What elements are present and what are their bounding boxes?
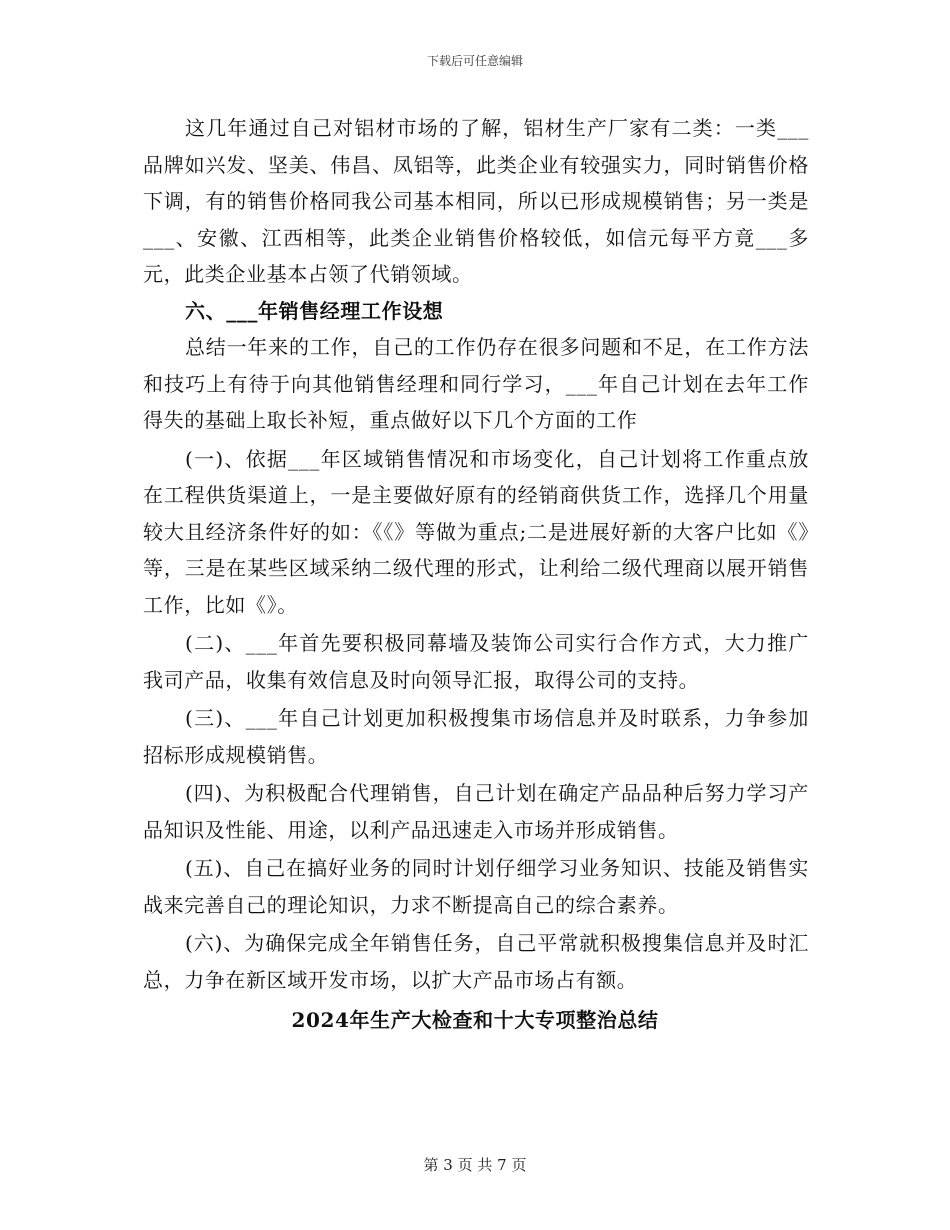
next-document-title: 2024年生产大检查和十大专项整治总结 bbox=[291, 1008, 659, 1032]
plan-item-3: (三)、___年自己计划更加积极搜集市场信息并及时联系，力争参加招标形成规模销售。 bbox=[143, 706, 809, 767]
plan-item-5: (五)、自己在搞好业务的同时计划仔细学习业务知识、技能及销售实战来完善自己的理论知识，力求不断提高自己的综合素养。 bbox=[143, 856, 809, 917]
page-number: 第 3 页 共 7 页 bbox=[423, 1156, 527, 1174]
plan-item-2: (二)、___年首先要积极同幕墙及装饰公司实行合作方式，大力推广我司产品，收集有效信息及时向领导汇报，取得公司的支持。 bbox=[143, 631, 809, 692]
paragraph-market-overview: 这几年通过自己对铝材市场的了解，铝材生产厂家有二类：一类___品牌如兴发、坚美、伟昌、凤铝等，此类企业有较强实力，同时销售价格下调，有的销售价格同我公司基本相同，所以已形成规模销售；另一类是___、安徽、江西相等，此类企业销售价格较低，如信元每平方竟___多元，此类企业基本占领了代销领域。 bbox=[143, 116, 809, 286]
plan-item-4: (四)、为积极配合代理销售，自己计划在确定产品品种后努力学习产品知识及性能、用途，以利产品迅速走入市场并形成销售。 bbox=[143, 781, 809, 842]
header-note: 下载后可任意编辑 bbox=[426, 54, 523, 68]
paragraph-summary: 总结一年来的工作，自己的工作仍存在很多问题和不足，在工作方法和技巧上有待于向其他销售经理和同行学习，___年自己计划在去年工作得失的基础上取长补短，重点做好以下几个方面的工作 bbox=[143, 335, 809, 432]
plan-item-6: (六)、为确保完成全年销售任务，自己平常就积极搜集信息并及时汇总，力争在新区域开发市场，以扩大产品市场占有额。 bbox=[143, 931, 809, 992]
plan-item-1: (一)、依据___年区域销售情况和市场变化，自己计划将工作重点放在工程供货渠道上，一是主要做好原有的经销商供货工作，选择几个用量较大且经济条件好的如：《《》等做为重点;二是进展好新的大客户比如《》等，三是在某些区域采纳二级代理的形式，让利给二级代理商以展开销售工作，比如《》。 bbox=[143, 446, 809, 617]
document-body bbox=[143, 110, 809, 1000]
section-heading-six: 六、___年销售经理工作设想 bbox=[185, 298, 444, 323]
